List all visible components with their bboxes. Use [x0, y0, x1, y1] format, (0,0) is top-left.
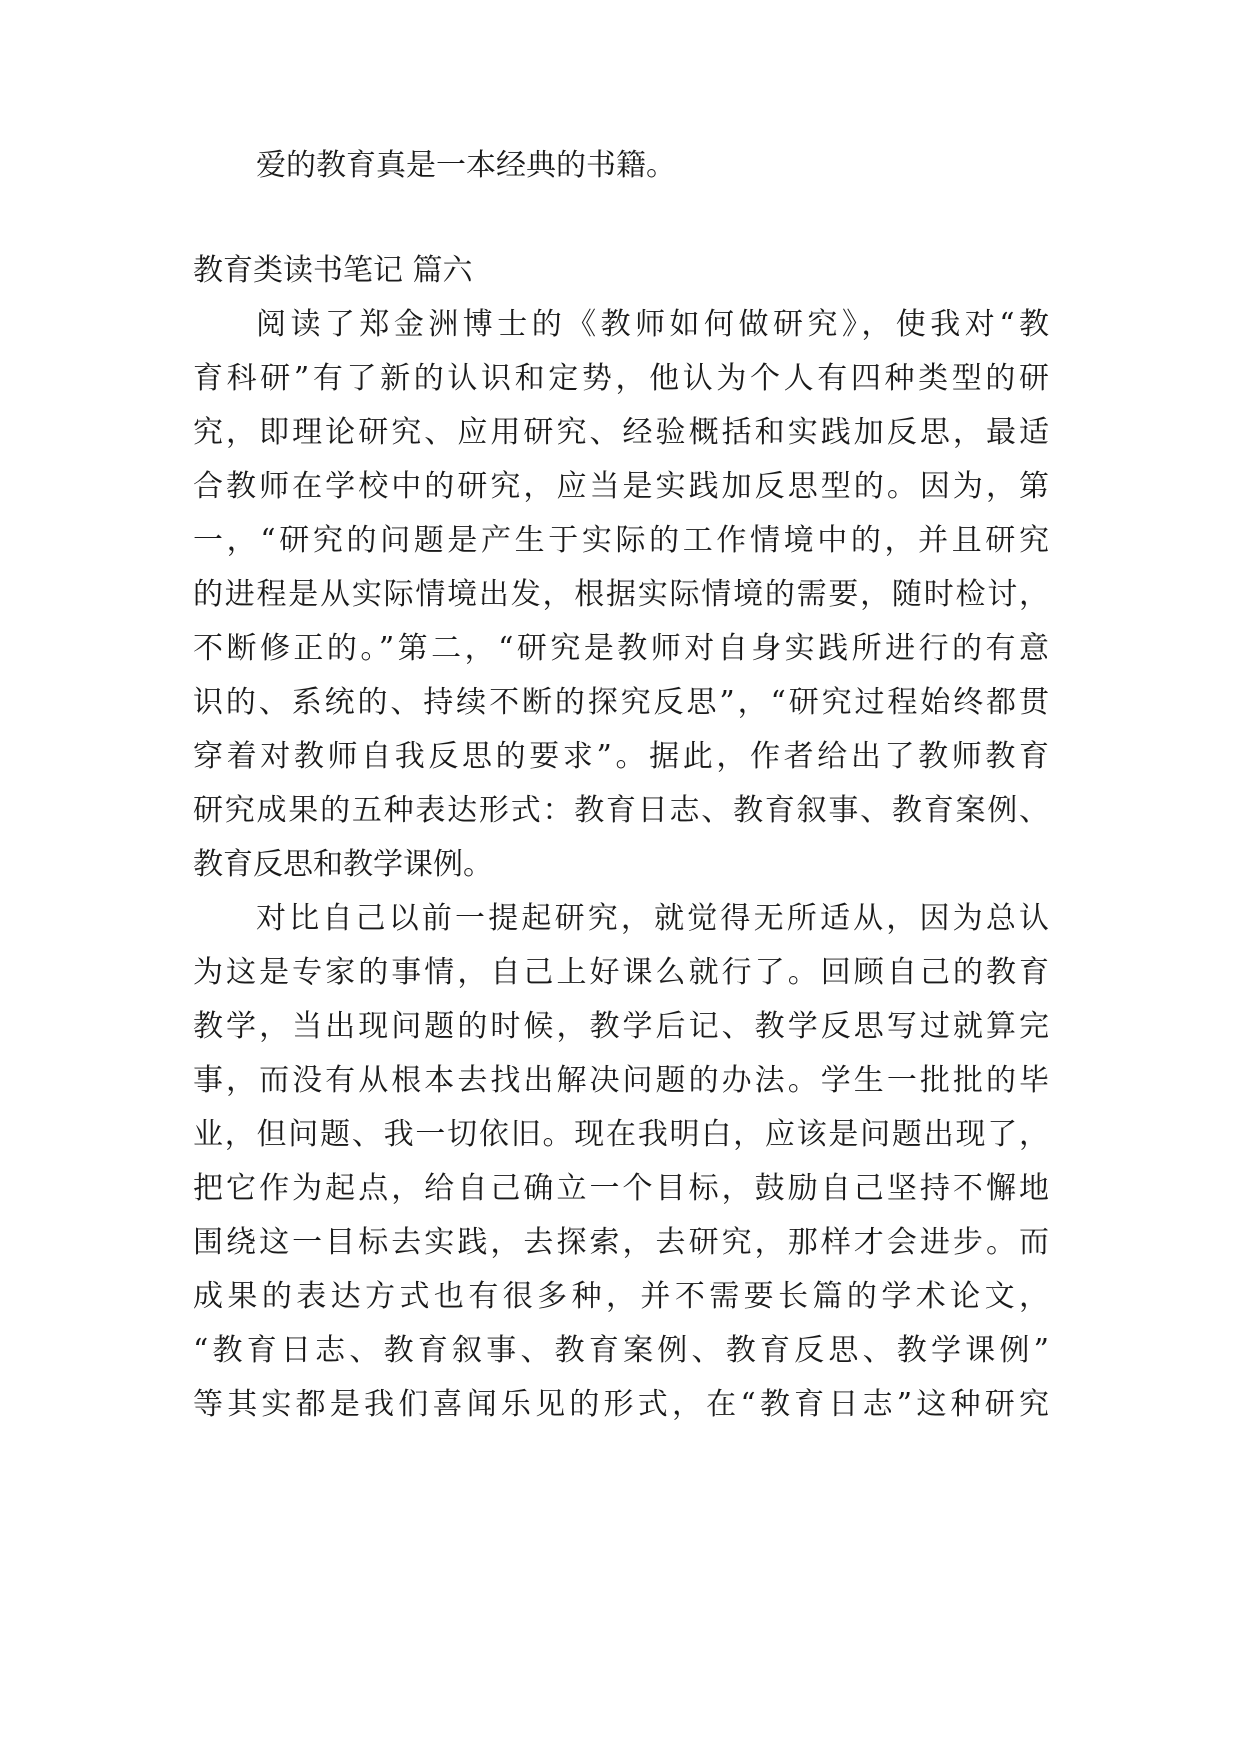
paragraph1-line: 的进程是从实际情境出发，根据实际情境的需要，随时检讨，	[193, 577, 1049, 612]
closing-line: 爱的教育真是一本经典的书籍。	[256, 148, 676, 183]
paragraph2-line: 成果的表达方式也有很多种，并不需要长篇的学术论文，	[193, 1279, 1049, 1314]
paragraph1-line: 合教师在学校中的研究，应当是实践加反思型的。因为，第	[193, 469, 1049, 504]
paragraph2-line: 等其实都是我们喜闻乐见的形式，在“教育日志”这种研究	[193, 1387, 1049, 1422]
paragraph1-line: 育科研”有了新的认识和定势，他认为个人有四种类型的研	[193, 361, 1049, 396]
paragraph2-line: “教育日志、教育叙事、教育案例、教育反思、教学课例”	[193, 1333, 1049, 1368]
paragraph2-line: 围绕这一目标去实践，去探索，去研究，那样才会进步。而	[193, 1225, 1049, 1260]
paragraph1-line: 识的、系统的、持续不断的探究反思”，“研究过程始终都贯	[193, 685, 1049, 720]
paragraph1-line: 教育反思和教学课例。	[193, 847, 493, 882]
paragraph1-line: 一，“研究的问题是产生于实际的工作情境中的，并且研究	[193, 523, 1049, 558]
paragraph2-line: 教学，当出现问题的时候，教学后记、教学反思写过就算完	[193, 1009, 1049, 1044]
section-heading: 教育类读书笔记 篇六	[193, 253, 473, 288]
paragraph1-line: 阅读了郑金洲博士的《教师如何做研究》，使我对“教	[256, 307, 1049, 342]
paragraph1-line: 研究成果的五种表达形式：教育日志、教育叙事、教育案例、	[193, 793, 1049, 828]
paragraph2-line: 对比自己以前一提起研究，就觉得无所适从，因为总认	[256, 901, 1049, 936]
paragraph1-line: 究，即理论研究、应用研究、经验概括和实践加反思，最适	[193, 415, 1049, 450]
paragraph2-line: 事，而没有从根本去找出解决问题的办法。学生一批批的毕	[193, 1063, 1049, 1098]
paragraph2-line: 为这是专家的事情，自己上好课么就行了。回顾自己的教育	[193, 955, 1049, 990]
paragraph1-line: 不断修正的。”第二，“研究是教师对自身实践所进行的有意	[193, 631, 1049, 666]
paragraph1-line: 穿着对教师自我反思的要求”。据此，作者给出了教师教育	[193, 739, 1049, 774]
paragraph2-line: 业，但问题、我一切依旧。现在我明白，应该是问题出现了，	[193, 1117, 1049, 1152]
paragraph2-line: 把它作为起点，给自己确立一个目标，鼓励自己坚持不懈地	[193, 1171, 1049, 1206]
